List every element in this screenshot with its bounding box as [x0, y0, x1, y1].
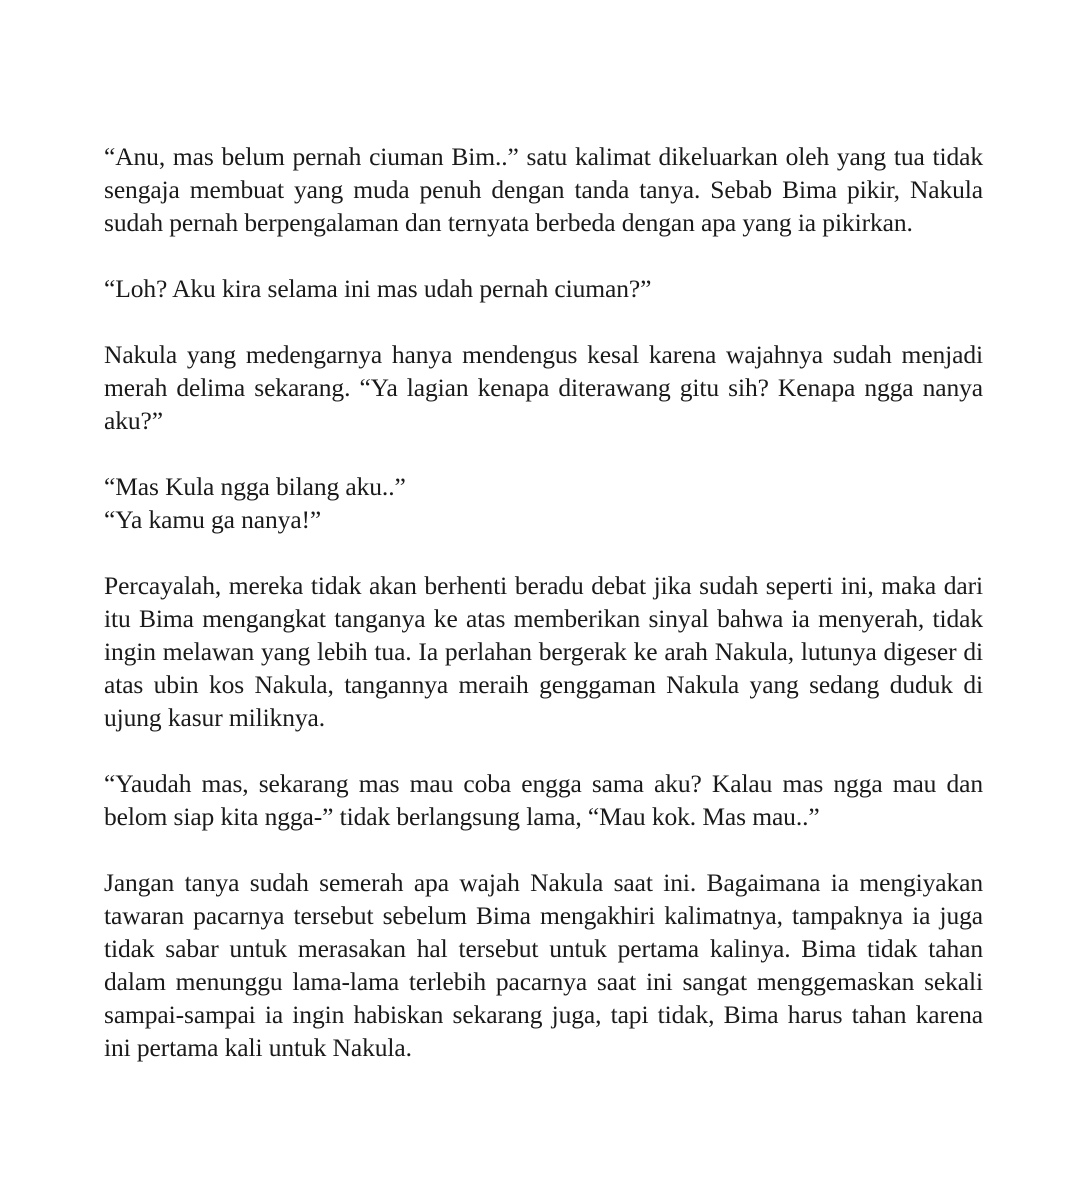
paragraph-6: “Yaudah mas, sekarang mas mau coba engga sama aku? Kalau mas ngga mau dan belom siap kita ngga-” tidak berlangsung lama, “Mau kok. Mas mau..”: [104, 769, 983, 831]
paragraph-3: Nakula yang medengarnya hanya mendengus kesal karena wajahnya sudah menjadi merah delima sekarang. “Ya lagian kenapa diterawang gitu sih? Kenapa ngga nanya aku?”: [104, 340, 983, 435]
paragraph-4: [104, 470, 983, 536]
paragraph-1: “Anu, mas belum pernah ciuman Bim..” satu kalimat dikeluarkan oleh yang tua tidak sengaja membuat yang muda penuh dengan tanda tanya. Sebab Bima pikir, Nakula sudah pernah berpengalaman dan ternyata berbeda dengan apa yang ia pikirkan.: [104, 142, 983, 237]
paragraph-7: Jangan tanya sudah semerah apa wajah Nakula saat ini. Bagaimana ia mengiyakan tawaran pacarnya tersebut sebelum Bima mengakhiri kalimatnya, tampaknya ia juga tidak sabar untuk merasakan hal tersebut untuk pertama kalinya. Bima tidak tahan dalam menunggu lama-lama terlebih pacarnya saat ini sangat menggemaskan sekali sampai-sampai ia ingin habiskan sekarang juga, tapi tidak, Bima harus tahan karena ini pertama kali untuk Nakula.: [104, 868, 983, 1062]
story-text-block: [104, 140, 983, 1064]
paragraph-2: “Loh? Aku kira selama ini mas udah pernah ciuman?”: [104, 274, 652, 303]
dialogue-line-1: “Mas Kula ngga bilang aku..”: [104, 472, 406, 501]
dialogue-line-2: “Ya kamu ga nanya!”: [104, 505, 322, 534]
paragraph-5: Percayalah, mereka tidak akan berhenti beradu debat jika sudah seperti ini, maka dari itu Bima mengangkat tanganya ke atas memberikan sinyal bahwa ia menyerah, tidak ingin melawan yang lebih tua. Ia perlahan bergerak ke arah Nakula, lutunya digeser di atas ubin kos Nakula, tangannya meraih genggaman Nakula yang sedang duduk di ujung kasur miliknya.: [104, 571, 983, 732]
